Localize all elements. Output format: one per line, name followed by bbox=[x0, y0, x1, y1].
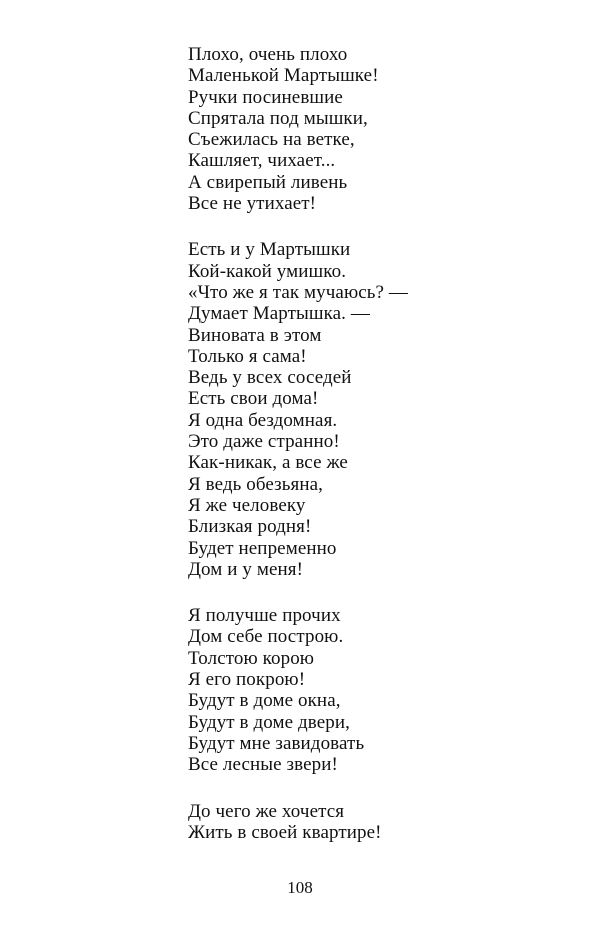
poem-line: Я же человеку bbox=[188, 494, 306, 516]
stanza-2 bbox=[188, 239, 578, 580]
poem-line: Плохо, очень плохо bbox=[188, 44, 348, 65]
poem-line: Думает Мартышка. — bbox=[188, 303, 370, 325]
poem-line: Дом и у меня! bbox=[188, 558, 304, 580]
poem-line: Жить в своей квартире! bbox=[188, 821, 382, 843]
poem-line: Только я сама! bbox=[188, 345, 307, 367]
poem-line: Это даже странно! bbox=[188, 431, 340, 453]
stanza-3 bbox=[188, 605, 578, 775]
poem-line: Виновата в этом bbox=[188, 324, 322, 346]
poem-line: Все не утихает! bbox=[188, 193, 317, 215]
poem-line: Я его покрою! bbox=[188, 669, 306, 691]
poem-line: Толстою корою bbox=[188, 647, 315, 669]
poem-line: До чего же хочется bbox=[188, 800, 345, 822]
poem-line: Будут мне завидовать bbox=[188, 732, 365, 754]
poem-line: Как-никак, а все же bbox=[188, 452, 348, 474]
poem-line: Будут в доме окна, bbox=[188, 690, 341, 712]
poem-line: Спрятала под мышки, bbox=[188, 107, 368, 129]
poem-line: Будут в доме двери, bbox=[188, 711, 350, 733]
page-number: 108 bbox=[287, 878, 313, 897]
poem-line: Ручки посиневшие bbox=[188, 86, 343, 108]
poem-line: Есть свои дома! bbox=[188, 388, 319, 410]
poem-line: Все лесные звери! bbox=[188, 754, 338, 776]
poem-line: Будет непременно bbox=[188, 537, 337, 559]
poem-line: Ведь у всех соседей bbox=[188, 367, 352, 389]
poem-line: Кашляет, чихает... bbox=[188, 150, 336, 172]
poem-text bbox=[188, 44, 578, 868]
poem-line: Есть и у Мартышки bbox=[188, 239, 351, 261]
stanza-4 bbox=[188, 801, 578, 844]
poem-line: Дом себе построю. bbox=[188, 626, 344, 648]
poem-line: Близкая родня! bbox=[188, 516, 312, 538]
poem-line: Я ведь обезьяна, bbox=[188, 473, 323, 495]
poem-line: Я одна бездомная. bbox=[188, 409, 338, 431]
poem-line: Я получше прочих bbox=[188, 605, 341, 627]
poem-line: Кой-какой умишко. bbox=[188, 260, 347, 282]
poem-line: Маленькой Мартышке! bbox=[188, 65, 379, 87]
poem-line: А свирепый ливень bbox=[188, 171, 348, 193]
poem-line: Съежилась на ветке, bbox=[188, 129, 355, 151]
stanza-1 bbox=[188, 44, 578, 214]
poem-line: «Что же я так мучаюсь? — bbox=[188, 281, 409, 303]
